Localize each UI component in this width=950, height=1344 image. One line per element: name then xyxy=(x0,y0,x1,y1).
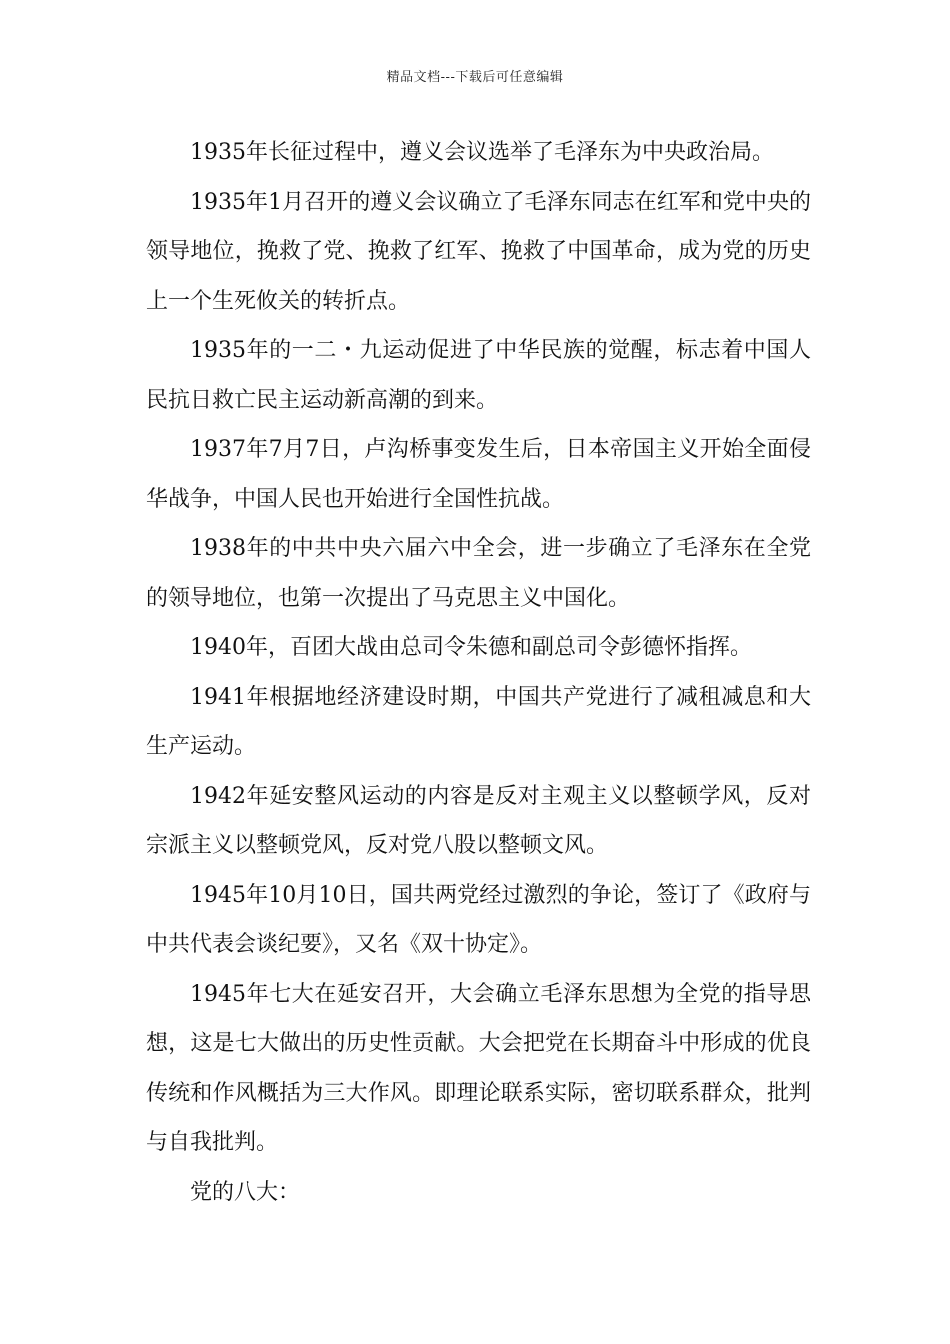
document-body xyxy=(146,128,811,1217)
paragraph-december-ninth-movement: 1935年的一二・九运动促进了中华民族的觉醒，标志着中国人民抗日救亡民主运动新高潮的到来。 xyxy=(146,338,811,413)
paragraph-seventh-congress: 1945年七大在延安召开，大会确立毛泽东思想为全党的指导思想，这是七大做出的历史性贡献。大会把党在长期奋斗中形成的优良传统和作风概括为三大作风。即理论联系实际，密切联系群众，批判与自我批判。 xyxy=(146,981,811,1155)
paragraph-sixth-plenary: 1938年的中共中央六届六中全会，进一步确立了毛泽东在全党的领导地位，也第一次提出了马克思主义中国化。 xyxy=(146,536,811,611)
paragraph-zunyi-conference: 1935年1月召开的遵义会议确立了毛泽东同志在红军和党中央的领导地位，挽救了党、挽救了红军、挽救了中国革命，成为党的历史上一个生死攸关的转折点。 xyxy=(146,189,811,314)
paragraph-hundred-regiments: 1940年，百团大战由总司令朱德和副总司令彭德怀指挥。 xyxy=(190,635,752,660)
paragraph-marco-polo-bridge: 1937年7月7日，卢沟桥事变发生后，日本帝国主义开始全面侵华战争，中国人民也开始进行全国性抗战。 xyxy=(146,437,811,512)
paragraph-base-area-economy: 1941年根据地经济建设时期，中国共产党进行了减租减息和大生产运动。 xyxy=(146,684,811,759)
paragraph-eighth-congress-heading: 党的八大： xyxy=(190,1179,301,1205)
page-header: 精品文档---下载后可任意编辑 xyxy=(386,70,564,85)
paragraph-zunyi-election: 1935年长征过程中，遵义会议选举了毛泽东为中央政治局。 xyxy=(190,140,774,165)
paragraph-double-tenth-agreement: 1945年10月10日，国共两党经过激烈的争论，签订了《政府与中共代表会谈纪要》，又名《双十协定》。 xyxy=(146,882,811,957)
paragraph-yanan-rectification: 1942年延安整风运动的内容是反对主观主义以整顿学风，反对宗派主义以整顿党风，反对党八股以整顿文风。 xyxy=(146,783,811,858)
